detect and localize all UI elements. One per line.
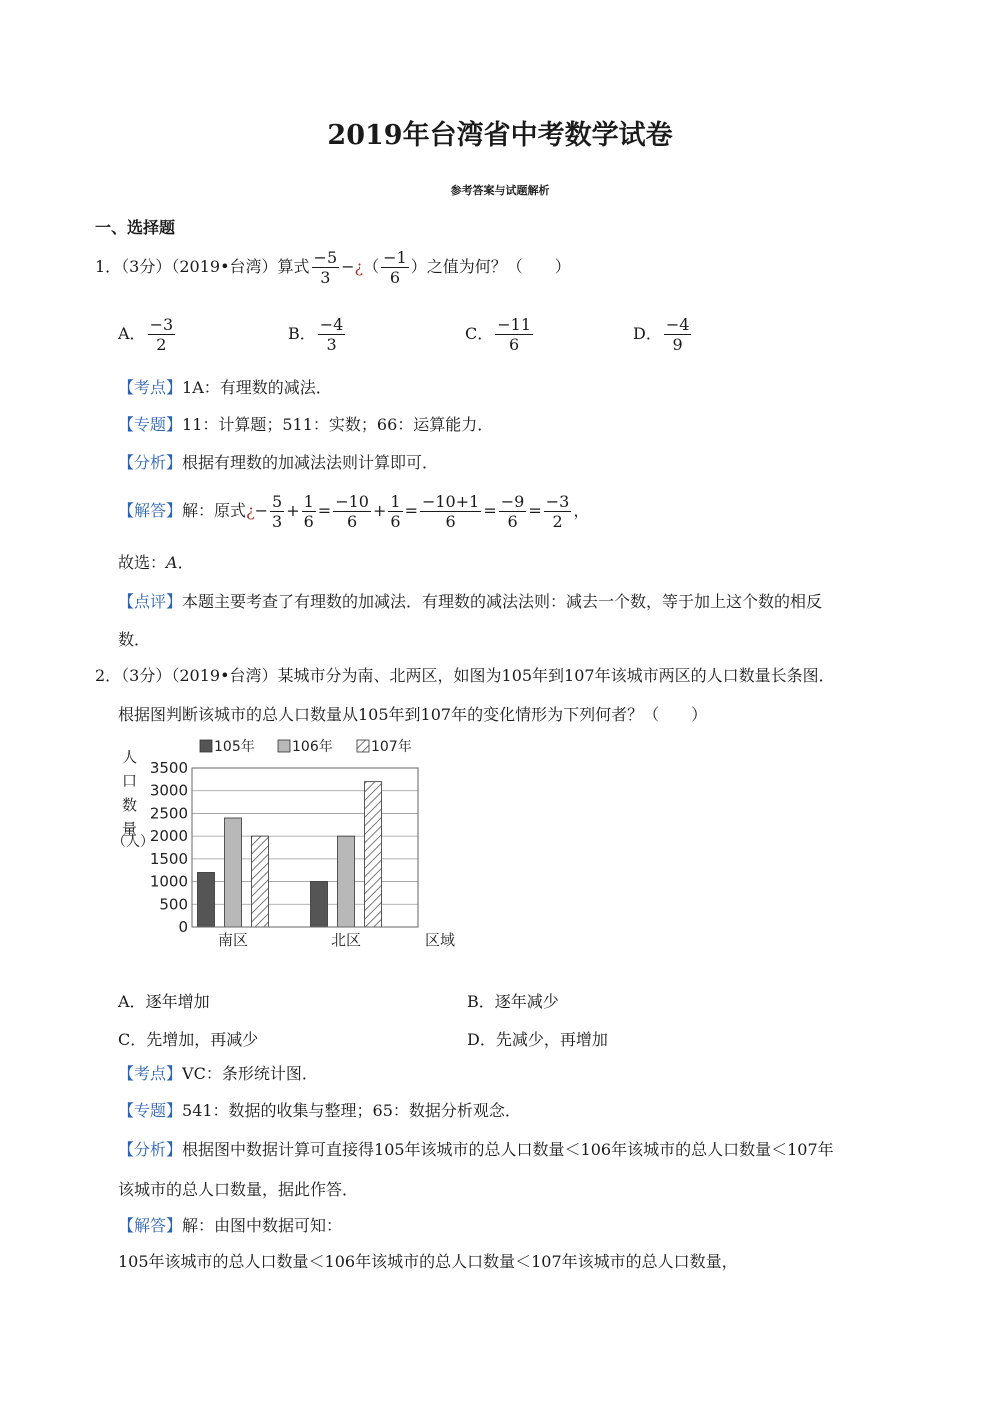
- q1-inverted-question: ¿: [354, 257, 364, 276]
- frac-num: −9: [500, 492, 525, 511]
- legend-swatch-106: [278, 740, 290, 752]
- option-num: −3: [149, 315, 174, 334]
- y-tick-label: 1500: [149, 849, 188, 868]
- tag-zhuanti: 【专题】: [118, 415, 183, 434]
- bar-南区-105年: [198, 872, 215, 927]
- category-label-south: 南区: [217, 931, 249, 949]
- y-tick-label: 0: [178, 918, 188, 936]
- frac-den: 6: [507, 512, 518, 531]
- q1-option-c[interactable]: [465, 315, 535, 354]
- legend-swatch-105: [200, 740, 212, 752]
- frac-num: 5: [272, 492, 283, 511]
- option-label: D．: [467, 1030, 496, 1049]
- option-den: 3: [326, 335, 337, 354]
- q2-jieda-cont: 105年该城市的总人口数量＜106年该城市的总人口数量＜107年该城市的总人口数量，: [118, 1252, 738, 1271]
- q1-f1-den: 3: [320, 268, 331, 287]
- page-subtitle: 参考答案与试题解析: [450, 184, 550, 197]
- y-tick-label: 2500: [149, 804, 188, 823]
- equals: =: [317, 501, 332, 520]
- jieda-prefix: 解：原式: [182, 501, 247, 520]
- bar-南区-106年: [225, 818, 242, 927]
- q1-f1-num: −5: [313, 248, 338, 267]
- guxuan-end: ．: [177, 553, 194, 572]
- q1-f2-num: −1: [383, 248, 407, 267]
- q1-dianping: [118, 592, 822, 612]
- option-text: 逐年增加: [145, 992, 210, 1011]
- guxuan-answer: A: [166, 553, 178, 572]
- ylabel-char-1: 人: [122, 748, 138, 766]
- q2-jieda: [118, 1216, 342, 1236]
- ylabel-unit: （人）: [112, 834, 154, 850]
- q2-option-d[interactable]: [467, 1027, 608, 1050]
- tag-fenxi: 【分析】: [118, 1140, 183, 1159]
- page-title: 2019年台湾省中考数学试卷: [327, 120, 673, 151]
- option-den: 2: [156, 335, 167, 354]
- option-text: 逐年减少: [494, 992, 559, 1011]
- option-label: A．: [118, 992, 146, 1011]
- option-label: A．: [118, 324, 146, 343]
- sign: −: [254, 501, 269, 520]
- q1-minus: −: [341, 257, 355, 276]
- bar-北区-107年: [365, 782, 382, 927]
- bar-北区-106年: [338, 836, 355, 927]
- jieda-end: ，: [573, 501, 590, 520]
- y-tick-label: 1000: [149, 872, 188, 891]
- frac-num: 1: [303, 492, 314, 511]
- option-den: 6: [509, 335, 520, 354]
- option-label: B．: [467, 992, 495, 1011]
- q2-stem-2: 根据图判断该城市的总人口数量从105年到107年的变化情形为下列何者？（ ）: [118, 705, 708, 724]
- option-label: C．: [465, 324, 494, 343]
- frac-den: 3: [272, 512, 283, 531]
- option-text: 先增加，再减少: [146, 1030, 259, 1049]
- bar-南区-107年: [252, 836, 269, 927]
- q1-stem: [95, 248, 571, 287]
- option-num: −11: [497, 315, 532, 334]
- tag-dianping: 【点评】: [118, 592, 183, 611]
- section-heading: 一、选择题: [95, 218, 176, 237]
- tag-kaodian: 【考点】: [118, 1064, 183, 1083]
- equals: =: [404, 501, 418, 520]
- dianping-text-1: 本题主要考查了有理数的加减法．有理数的减法法则：减去一个数，等于加上这个数的相反: [182, 592, 823, 611]
- q1-option-b[interactable]: [288, 315, 347, 354]
- q1-option-d[interactable]: [633, 315, 693, 354]
- equals: =: [528, 501, 542, 520]
- q2-fenxi-cont: 该城市的总人口数量，据此作答．: [118, 1180, 359, 1199]
- y-tick-label: 2000: [149, 827, 188, 846]
- ylabel-char-2: 口: [122, 772, 138, 790]
- legend-label-105: 105年: [214, 739, 255, 755]
- bar-北区-105年: [311, 882, 328, 927]
- kaodian-text: 1A：有理数的减法．: [182, 378, 332, 397]
- frac-num: −3: [545, 492, 570, 511]
- frac-den: 6: [346, 512, 358, 531]
- jieda-text-1: 解：由图中数据可知：: [182, 1216, 343, 1235]
- category-label-north: 北区: [330, 931, 362, 949]
- option-label: D．: [633, 324, 662, 343]
- option-text: 先减少，再增加: [495, 1030, 608, 1049]
- y-tick-label: 3000: [149, 781, 188, 800]
- x-axis-label: 区域: [424, 931, 456, 949]
- chart-bars: [198, 782, 382, 927]
- q1-guxuan: [118, 553, 194, 573]
- tag-kaodian: 【考点】: [118, 378, 183, 397]
- fenxi-text: 根据有理数的加减法法则计算即可．: [182, 453, 439, 472]
- option-den: 9: [672, 335, 683, 354]
- population-bar-chart: [110, 732, 470, 952]
- q1-dianping-cont: 数．: [118, 630, 151, 649]
- q2-option-c[interactable]: [118, 1027, 258, 1050]
- fenxi-text-1: 根据图中数据计算可直接得105年该城市的总人口数量＜106年该城市的总人口数量＜107年: [182, 1140, 834, 1159]
- q1-stem-suffix: ）之值为何？（ ）: [410, 257, 571, 276]
- q1-zhuanti: [118, 415, 493, 435]
- ylabel-char-3: 数: [122, 796, 138, 814]
- tag-jieda: 【解答】: [118, 1216, 183, 1235]
- q2-option-b[interactable]: [467, 989, 559, 1012]
- frac-den: 2: [552, 512, 563, 531]
- y-tick-label: 3500: [149, 759, 188, 777]
- jieda-inverted-question: ¿: [246, 501, 255, 520]
- q1-fenxi: [118, 453, 438, 473]
- frac-num: 1: [390, 492, 401, 511]
- q1-f2-den: 6: [389, 268, 401, 287]
- option-label: C．: [118, 1030, 147, 1049]
- sign: +: [372, 501, 387, 520]
- q2-fenxi: [118, 1140, 834, 1160]
- frac-den: 6: [390, 512, 401, 531]
- ylabel-char-4: 量: [122, 820, 138, 838]
- frac-num: −10+1: [421, 492, 480, 511]
- q2-kaodian: [118, 1064, 318, 1084]
- option-num: −4: [665, 315, 690, 334]
- q1-option-a[interactable]: [118, 315, 177, 354]
- guxuan-prefix: 故选：: [118, 553, 167, 572]
- frac-den: 6: [445, 512, 456, 531]
- y-tick-label: 500: [159, 895, 188, 914]
- zhuanti-text: 11：计算题；511：实数；66：运算能力．: [182, 415, 494, 434]
- q1-paren-open: （: [363, 257, 380, 276]
- q1-fraction-2: [381, 248, 409, 287]
- frac-den: 6: [303, 512, 314, 531]
- q1-stem-prefix: 1．（3分）（2019•台湾）算式: [95, 257, 310, 276]
- tag-jieda: 【解答】: [118, 501, 183, 520]
- q2-zhuanti: [118, 1101, 521, 1121]
- kaodian-text: VC：条形统计图．: [182, 1064, 318, 1083]
- legend-label-107: 107年: [371, 739, 412, 755]
- q1-kaodian: [118, 378, 332, 398]
- legend-swatch-107: [357, 740, 369, 752]
- equals: =: [483, 501, 497, 520]
- q2-stem-1: 2．（3分）（2019•台湾）某城市分为南、北两区，如图为105年到107年该城市两区的人口数量长条图．: [95, 666, 835, 685]
- q1-jieda: [118, 492, 589, 531]
- chart-y-ticks: [150, 759, 188, 936]
- legend-label-106: 106年: [292, 739, 333, 755]
- tag-fenxi: 【分析】: [118, 453, 183, 472]
- frac-num: −10: [335, 492, 369, 511]
- sign: +: [286, 501, 300, 520]
- option-label: B．: [288, 324, 316, 343]
- zhuanti-text: 541：数据的收集与整理；65：数据分析观念．: [182, 1101, 521, 1120]
- tag-zhuanti: 【专题】: [118, 1101, 183, 1120]
- q1-fraction-1: [312, 248, 340, 287]
- q2-option-a[interactable]: [118, 989, 210, 1012]
- option-num: −4: [319, 315, 344, 334]
